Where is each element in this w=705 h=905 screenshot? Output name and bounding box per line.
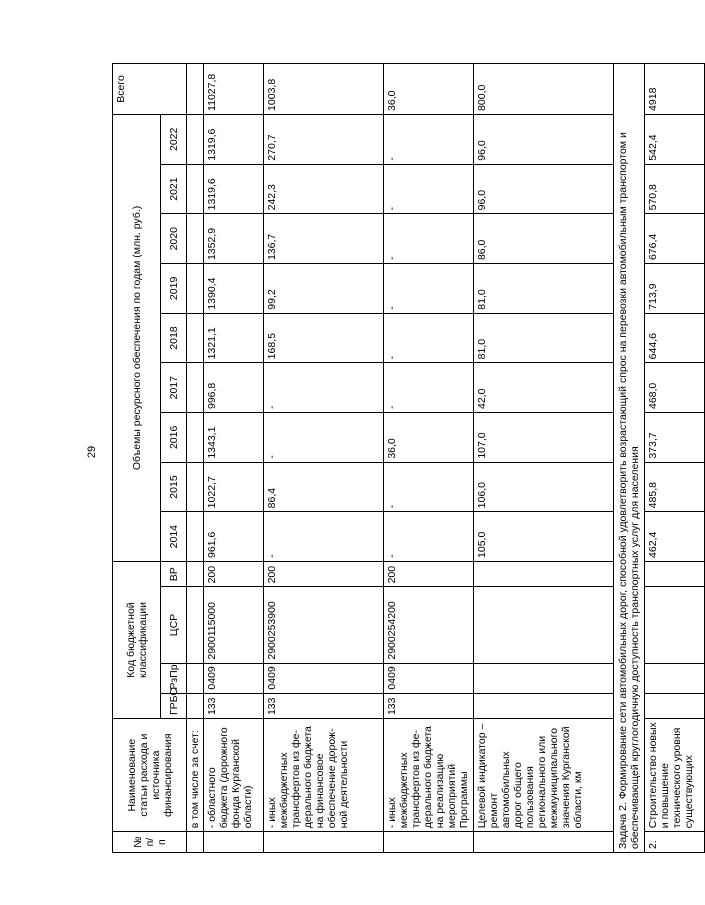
header-year: 2014	[161, 512, 187, 562]
cell-value: 462,4	[645, 512, 705, 562]
cell-value: 676,4	[645, 214, 705, 264]
cell-vr	[645, 561, 705, 586]
cell-value	[187, 214, 204, 264]
header-code: РзПр	[161, 663, 187, 693]
cell-value: 168,5	[264, 313, 384, 363]
cell-value	[187, 164, 204, 214]
cell-value: 1321,1	[204, 313, 264, 363]
cell-value: 1319,6	[204, 164, 264, 214]
cell-value: 570,8	[645, 164, 705, 214]
cell-value: -	[384, 214, 474, 264]
cell-grbs	[474, 693, 614, 718]
cell-value: 644,6	[645, 313, 705, 363]
cell-value: 136,7	[264, 214, 384, 264]
cell-value: 81,0	[474, 264, 614, 314]
header-year: 2019	[161, 264, 187, 314]
cell-value: -	[384, 264, 474, 314]
cell-name: Строительство новых и повышение технического уровня существующих	[645, 719, 705, 832]
cell-total: 36,0	[384, 64, 474, 115]
cell-value: 468,0	[645, 363, 705, 413]
cell-csr	[187, 587, 204, 663]
header-code: ВР	[161, 561, 187, 586]
cell-grbs	[187, 693, 204, 718]
cell-grbs: 133	[204, 693, 264, 718]
cell-name: - иных межбюджетных трансфертов из фе-дерального бюджета на финансовое обеспечение дорож-ной деятельности	[264, 719, 384, 832]
cell-csr: 2900254200	[384, 587, 474, 663]
cell-grbs: 133	[384, 693, 474, 718]
cell-value	[187, 462, 204, 512]
header-funding-group: Объемы ресурсного обеспечения по годам (млн. руб.)	[113, 114, 161, 561]
cell-rzpr	[645, 663, 705, 693]
table-row	[187, 64, 204, 853]
header-year: 2018	[161, 313, 187, 363]
cell-value: 96,0	[474, 114, 614, 164]
cell-rzpr	[474, 663, 614, 693]
cell-value: -	[264, 363, 384, 413]
cell-vr: 200	[264, 561, 384, 586]
cell-value: -	[384, 164, 474, 214]
cell-rzpr: 0409	[264, 663, 384, 693]
cell-value: 542,4	[645, 114, 705, 164]
table-row	[384, 64, 474, 853]
cell-total: 11027,8	[204, 64, 264, 115]
header-year: 2022	[161, 114, 187, 164]
task-2-heading: Задача 2. Формирование сети автомобильных дорог, способной удовлетворить возрастающий спрос на перевозки автомобильным транспортом и обеспечивающей круглогодичную доступность транспортных услуг для населения	[614, 64, 645, 853]
header-code: ЦСР	[161, 587, 187, 663]
cell-rzpr: 0409	[384, 663, 474, 693]
cell-value: 1319,6	[204, 114, 264, 164]
cell-value: -	[384, 313, 474, 363]
cell-value: 713,9	[645, 264, 705, 314]
header-total: Всего	[113, 64, 187, 115]
cell-value	[187, 512, 204, 562]
cell-value: 105,0	[474, 512, 614, 562]
cell-name: - иных межбюджетных трансфертов из фе-дерального бюджета на реализацию мероприятий Программы	[384, 719, 474, 832]
cell-value: 106,0	[474, 462, 614, 512]
cell-value	[187, 114, 204, 164]
table-row	[204, 64, 264, 853]
cell-value: 1343,1	[204, 413, 264, 463]
cell-value: -	[264, 512, 384, 562]
header-year: 2021	[161, 164, 187, 214]
cell-name: Целевой индикатор – ремонт автомобильных дорог общего пользования регионального или межмуниципального значения Курганской области, км	[474, 719, 614, 832]
cell-vr	[474, 561, 614, 586]
cell-value: -	[384, 462, 474, 512]
header-name: Наименование статьи расхода и источника финансирования	[113, 719, 187, 832]
header-code: ГРБС	[161, 693, 187, 718]
cell-csr	[645, 587, 705, 663]
cell-csr: 2900115000	[204, 587, 264, 663]
task-row	[614, 64, 645, 853]
cell-value: 99,2	[264, 264, 384, 314]
cell-value: 81,0	[474, 313, 614, 363]
cell-value: 1390,4	[204, 264, 264, 314]
cell-value: 107,0	[474, 413, 614, 463]
cell-csr: 2900253900	[264, 587, 384, 663]
cell-vr	[187, 561, 204, 586]
cell-total: 800,0	[474, 64, 614, 115]
cell-grbs: 133	[264, 693, 384, 718]
table-row	[264, 64, 384, 853]
cell-grbs	[645, 693, 705, 718]
table-row	[474, 64, 614, 853]
cell-value	[187, 264, 204, 314]
header-year: 2017	[161, 363, 187, 413]
cell-value: -	[384, 363, 474, 413]
cell-value: 270,7	[264, 114, 384, 164]
cell-value: 36,0	[384, 413, 474, 463]
cell-rzpr: 0409	[204, 663, 264, 693]
cell-num	[204, 832, 264, 853]
cell-value: 485,8	[645, 462, 705, 512]
cell-csr	[474, 587, 614, 663]
cell-value: 86,0	[474, 214, 614, 264]
cell-num	[474, 832, 614, 853]
cell-value: 1022,7	[204, 462, 264, 512]
page-number: 29	[86, 445, 98, 459]
header-year: 2015	[161, 462, 187, 512]
cell-vr: 200	[384, 561, 474, 586]
cell-num	[384, 832, 474, 853]
cell-value: 373,7	[645, 413, 705, 463]
cell-value: -	[384, 114, 474, 164]
cell-total: 4918	[645, 64, 705, 115]
cell-value: -	[264, 413, 384, 463]
cell-num	[264, 832, 384, 853]
cell-name: - областного бюджета (дорожного фонда Курганской области)	[204, 719, 264, 832]
header-year: 2016	[161, 413, 187, 463]
cell-value: 1352,9	[204, 214, 264, 264]
cell-vr: 200	[204, 561, 264, 586]
budget-table	[112, 63, 705, 853]
cell-value: 96,0	[474, 164, 614, 214]
header-year: 2020	[161, 214, 187, 264]
cell-value: 242,3	[264, 164, 384, 214]
header-code-group: Код бюджетной классификации	[113, 561, 161, 718]
header-num: № п/п	[113, 832, 187, 853]
cell-value	[187, 363, 204, 413]
cell-num: 2.	[645, 832, 705, 853]
rotated-table-container	[112, 63, 695, 853]
cell-value	[187, 313, 204, 363]
cell-name: в том числе за счет:	[187, 719, 204, 832]
cell-rzpr	[187, 663, 204, 693]
cell-value	[187, 413, 204, 463]
cell-value: 86,4	[264, 462, 384, 512]
table-row	[645, 64, 705, 853]
cell-value: -	[384, 512, 474, 562]
cell-value: 996,8	[204, 363, 264, 413]
cell-value: 42,0	[474, 363, 614, 413]
cell-total	[187, 64, 204, 115]
cell-num	[187, 832, 204, 853]
cell-total: 1003,8	[264, 64, 384, 115]
cell-value: 961,6	[204, 512, 264, 562]
